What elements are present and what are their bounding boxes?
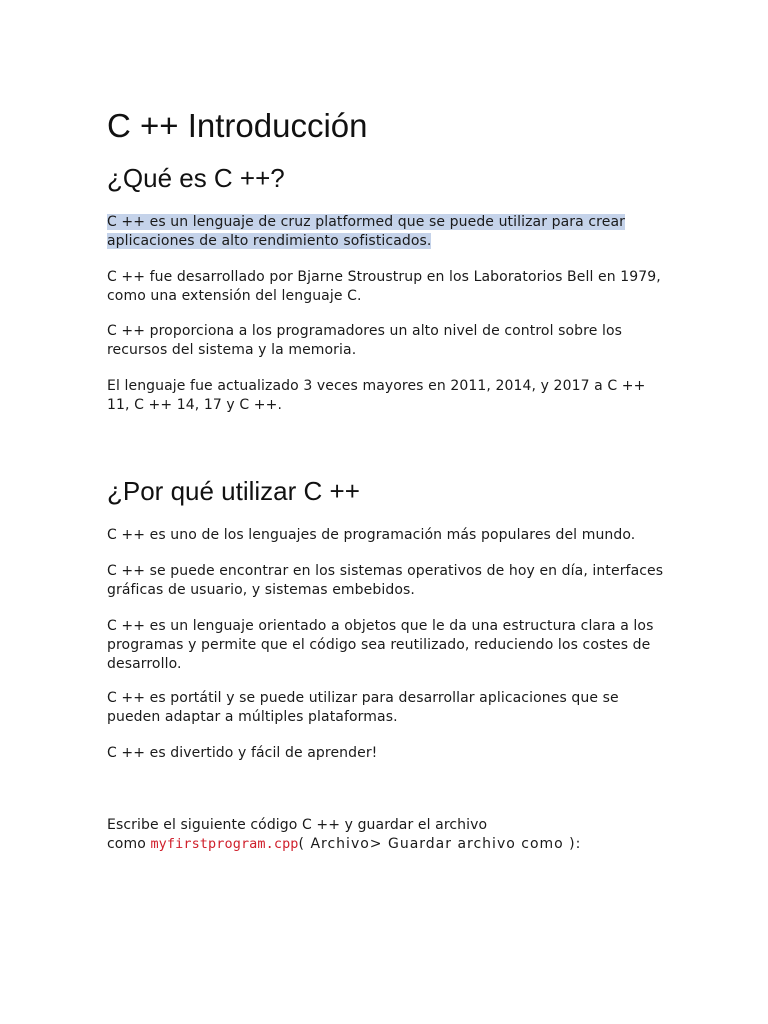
paragraph-popular: C ++ es uno de los lenguajes de programación más populares del mundo. [107,527,636,543]
section-heading-what-is: ¿Qué es C ++? [107,163,285,193]
selected-text[interactable]: C ++ es un lenguaje de cruz platformed que se puede utilizar para crear aplicaciones de alto rendimiento sofisticados. [107,214,625,249]
paragraph-portable: C ++ es portátil y se puede utilizar para desarrollar aplicaciones que se pueden adaptar a múltiples plataformas. [107,690,619,725]
paragraph-versions: El lenguaje fue actualizado 3 veces mayores en 2011, 2014, y 2017 a C ++ 11, C ++ 14, 17 y C ++. [107,378,646,413]
paragraph-object-oriented: C ++ es un lenguaje orientado a objetos que le da una estructura clara a los programas y permite que el código sea reutilizado, reduciendo los costes de desarrollo. [107,618,654,672]
paragraph-history: C ++ fue desarrollado por Bjarne Stroustrup en los Laboratorios Bell en 1979, como una extensión del lenguaje C. [107,269,661,304]
instruction-prefix: como [107,836,146,852]
paragraph-where-found: C ++ se puede encontrar en los sistemas operativos de hoy en día, interfaces gráficas de usuario, y sistemas embebidos. [107,563,664,598]
paragraph-instruction [107,816,667,854]
paragraph-definition [107,213,667,251]
section-heading-why-use: ¿Por qué utilizar C ++ [107,476,360,506]
page-title: C ++ Introducción [107,107,368,144]
filename-code: myfirstprogram.cpp [150,836,299,852]
instruction-suffix: ( Archivo> Guardar archivo como ): [298,836,582,852]
paragraph-control: C ++ proporciona a los programadores un alto nivel de control sobre los recursos del sistema y la memoria. [107,323,623,358]
paragraph-fun: C ++ es divertido y fácil de aprender! [107,745,378,761]
instruction-line-1: Escribe el siguiente código C ++ y guardar el archivo [107,817,488,833]
